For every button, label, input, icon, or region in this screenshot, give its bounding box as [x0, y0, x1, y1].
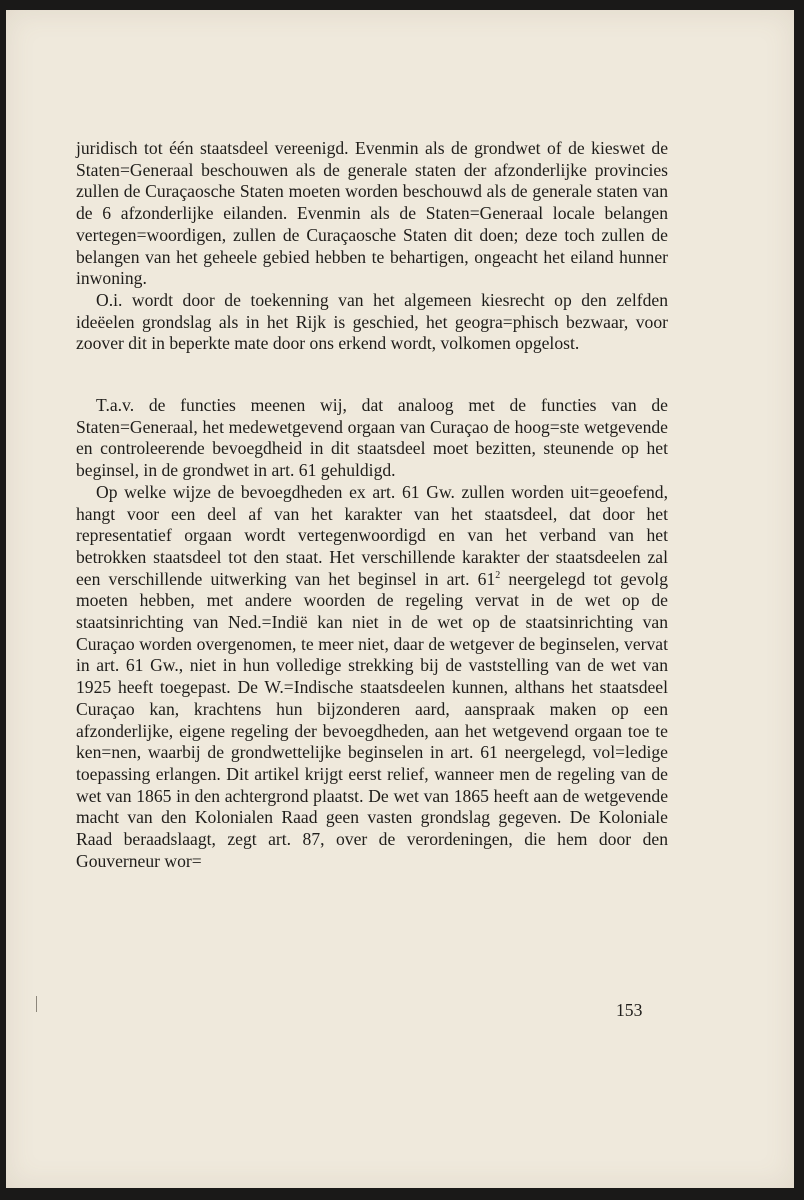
paragraph-4-part-2: neergelegd tot gevolg moeten hebben, met andere woorden de regeling vervat in de wet op de staatsinrichting van Ned.=Indië kan niet in de wet op de staatsinrichting van Curaçao worden overgenomen, te meer niet, daar de wetgever de beginselen, vervat in art. 61 Gw., niet in hun volledige strekking bij de vaststelling van de wet van 1925 heeft toegepast. De W.=Indische staatsdeelen kunnen, althans het staatsdeel Curaçao kan, krachtens hun bijzonderen aard, aanspraak maken op een afzonderlijke, eigene regeling der bevoegdheden, aan het wetgevend orgaan toe te ken=nen, waarbij de grondwettelijke beginselen in art. 61 neergelegd, vol=ledige toepassing erlangen. Dit artikel krijgt eerst relief, wanneer men de regeling van de wet van 1865 in den achtergrond plaatst. De wet van 1865 heeft aan de wetgevende macht van den Kolonialen Raad geen vasten grondslag gegeven. De Koloniale Raad beraadslaagt, zegt art. 87, over de verordeningen, die hem door den Gouverneur wor=: [76, 568, 668, 871]
page-number: 153: [616, 1000, 643, 1020]
footnote-superscript: 2: [495, 569, 501, 581]
paragraph-1: juridisch tot één staatsdeel vereenigd. Evenmin als de grondwet of de kieswet de Staten=Generaal beschouwen als de generale staten der afzonderlijke provincies zullen de Curaçaosche Staten moeten worden beschouwd als de generale staten van de 6 afzonderlijke eilanden. Evenmin als de Staten=Generaal locale belangen vertegen=woordigen, zullen de Curaçaosche Staten dit doen; deze toch zullen de belangen van het geheele gebied hebben te behartigen, ongeacht het eiland hunner inwoning.: [76, 138, 668, 289]
paragraph-3: T.a.v. de functies meenen wij, dat analoog met de functies van de Staten=Generaal, het medewetgevend orgaan van Curaçao de hoog=ste wetgevende en controleerende bevoegdheid in dit staatsdeel moet bezitten, steunende op het beginsel, in de grondwet in art. 61 gehuldigd.: [76, 395, 668, 481]
paragraph-4: [76, 482, 668, 873]
paragraph-2: O.i. wordt door de toekenning van het algemeen kiesrecht op den zelfden ideëelen grondslag als in het Rijk is geschied, het geogra=phisch bezwaar, voor zoover dit in beperkte mate door ons erkend wordt, volkomen opgelost.: [76, 289, 668, 354]
paragraph-4-part-1: Op welke wijze de bevoegdheden ex art. 61 Gw. zullen worden uit=geoefend, hangt voor een deel af van het karakter van het staatsdeel, dat door het representatief orgaan wordt vertegenwoordigd en van het verband van het betrokken staatsdeel tot den staat. Het verschillende karakter der staatsdeelen zal een verschillende uitwerking van het beginsel in art. 61: [76, 481, 668, 589]
body-text: [76, 138, 668, 873]
scan-edge: [0, 0, 804, 10]
margin-mark: [36, 996, 37, 1012]
